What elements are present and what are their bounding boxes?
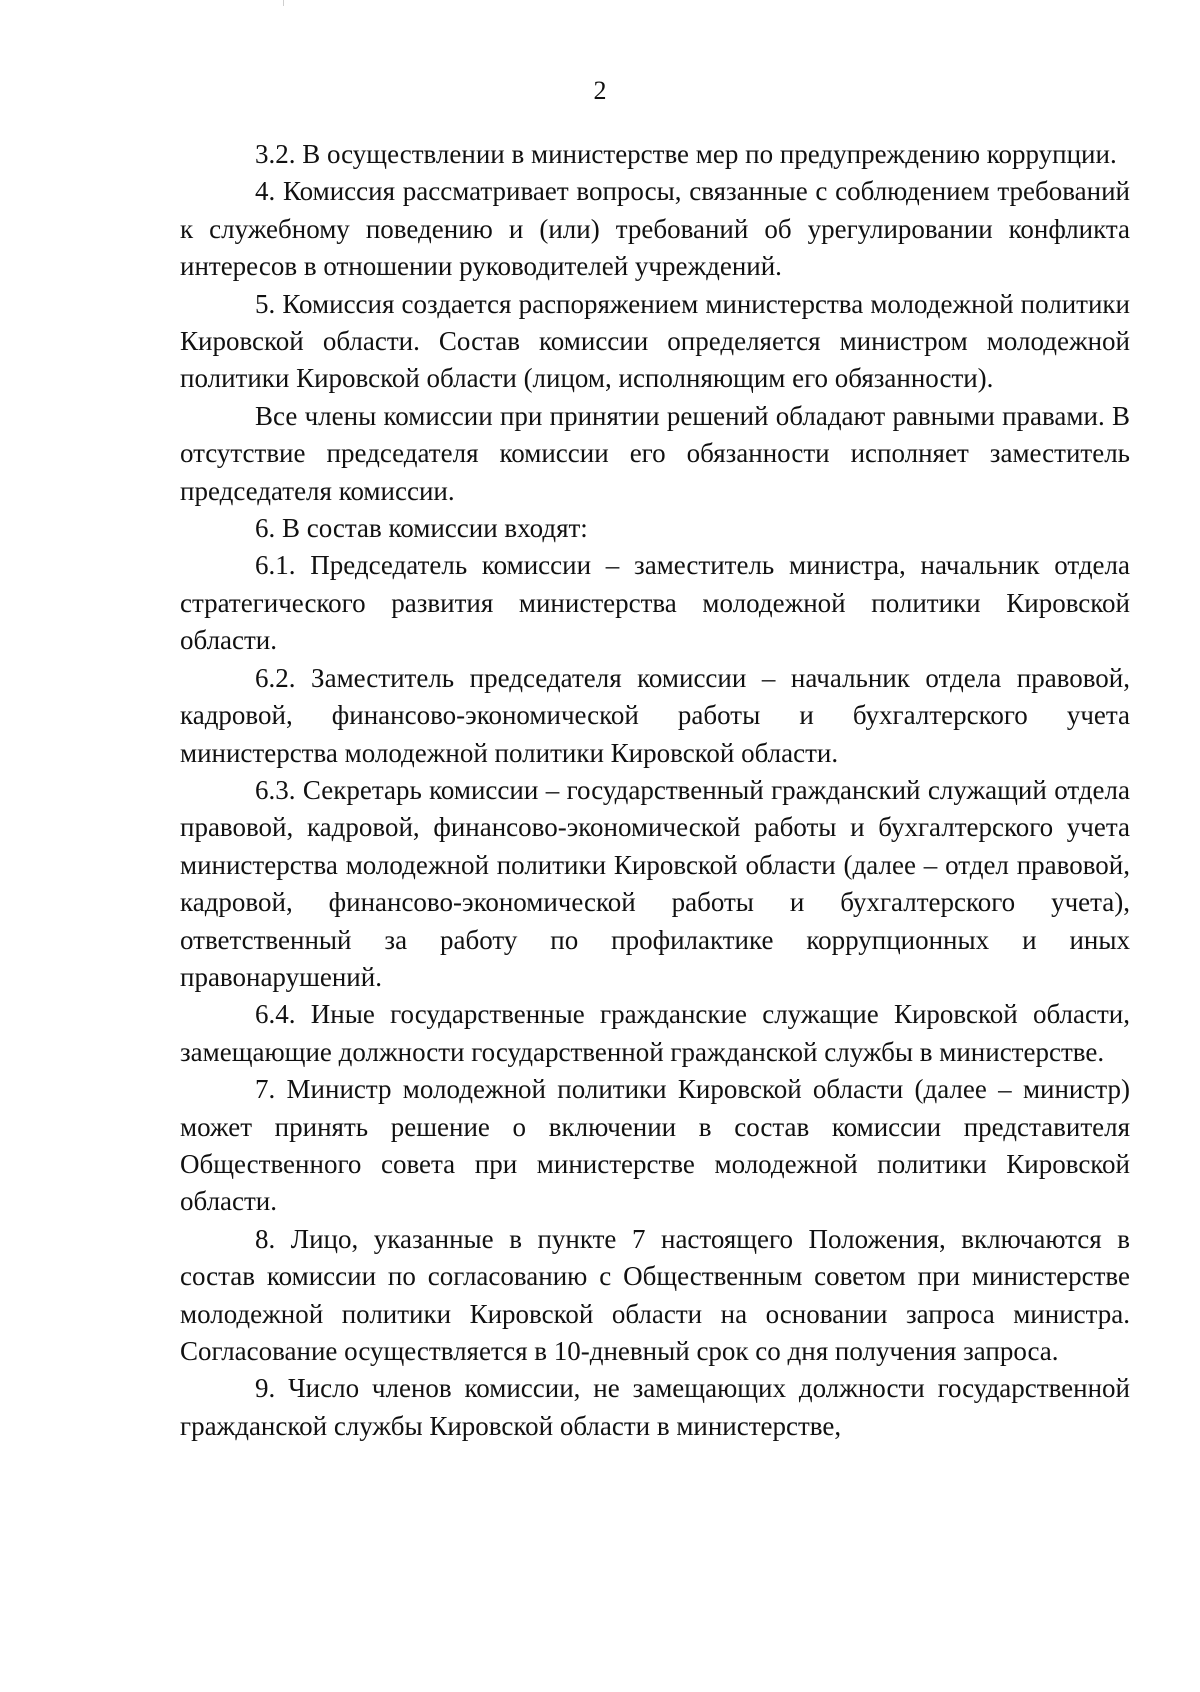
- paragraph-6-1: 6.1. Председатель комиссии – заместитель министра, начальник отдела стратегического развития министерства молодежной политики Кировской области.: [180, 550, 1130, 656]
- paragraph-8: 8. Лицо, указанные в пункте 7 настоящего Положения, включаются в состав комиссии по согласованию с Общественным советом при министерстве молодежной политики Кировской области на основании запроса министра. Согласование осуществляется в 10-дневный срок со дня получения запроса.: [180, 1223, 1130, 1366]
- paragraph-4: 4. Комиссия рассматривает вопросы, связанные с соблюдением требований к служебному поведению и (или) требований об урегулировании конфликта интересов в отношении руководителей учреждений.: [180, 176, 1130, 282]
- paragraph-6-3: 6.3. Секретарь комиссии – государственный гражданский служащий отдела правовой, кадровой, финансово-экономической работы и бухгалтерского учета министерства молодежной политики Кировской области (далее – отдел правовой, кадровой, финансово-экономической работы и бухгалтерского учета), ответственный за работу по профилактике коррупционных и иных правонарушений.: [180, 774, 1130, 992]
- paragraph-7: 7. Министр молодежной политики Кировской области (далее – министр) может принять решение о включении в состав комиссии представителя Общественного совета при министерстве молодежной политики Кировской области.: [180, 1074, 1130, 1217]
- paragraph-members-rights: Все члены комиссии при принятии решений обладают равными правами. В отсутствие председателя комиссии его обязанности исполняет заместитель председателя комиссии.: [180, 400, 1130, 506]
- page-number: 2: [593, 76, 607, 105]
- document-body: [180, 136, 1130, 1445]
- paragraph-3-2: 3.2. В осуществлении в министерстве мер по предупреждению коррупции.: [255, 139, 1117, 169]
- scan-artifact-mark: [283, 0, 284, 6]
- paragraph-5: 5. Комиссия создается распоряжением министерства молодежной политики Кировской области. Состав комиссии определяется министром молодежной политики Кировской области (лицом, исполняющим его обязанности).: [180, 288, 1130, 394]
- paragraph-6-4: 6.4. Иные государственные гражданские служащие Кировской области, замещающие должности государственной гражданской службы в министерстве.: [180, 999, 1130, 1067]
- paragraph-6-2: 6.2. Заместитель председателя комиссии – начальник отдела правовой, кадровой, финансово-экономической работы и бухгалтерского учета министерства молодежной политики Кировской области.: [180, 662, 1130, 768]
- paragraph-6: 6. В состав комиссии входят:: [255, 513, 588, 544]
- paragraph-9: 9. Число членов комиссии, не замещающих должности государственной гражданской службы Кировской области в министерстве,: [180, 1373, 1130, 1441]
